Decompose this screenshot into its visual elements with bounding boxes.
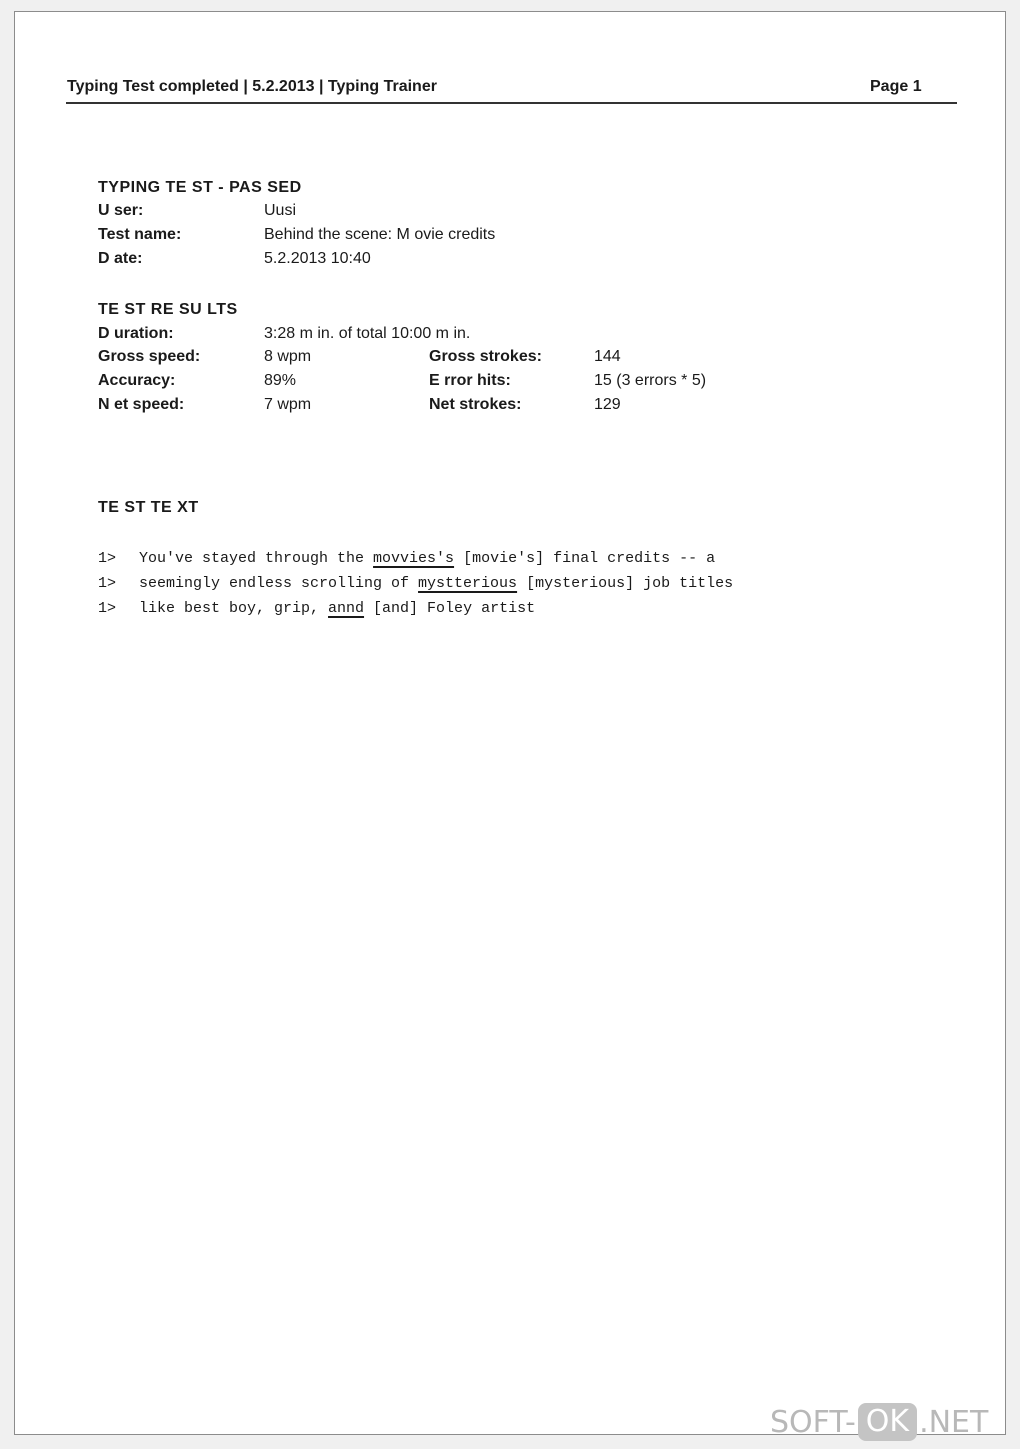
net-speed-value: 7 wpm <box>264 396 312 413</box>
user-value: Uusi <box>264 202 297 219</box>
test-text-line <box>98 550 715 567</box>
line-text: You've stayed through the <box>139 550 374 567</box>
watermark-logo <box>770 1403 988 1441</box>
test-name-value: Behind the scene: M ovie credits <box>264 226 496 243</box>
watermark-text: SOFT- <box>770 1404 856 1440</box>
gross-speed-value: 8 wpm <box>264 348 312 365</box>
typing-error-word: annd <box>328 600 365 617</box>
line-number: 1> <box>98 600 117 617</box>
test-text-heading: TE ST TE XT <box>98 499 199 516</box>
line-text: [mysterious] job titles <box>517 575 734 592</box>
date-value: 5.2.2013 10:40 <box>264 250 371 267</box>
typing-error-word: mystterious <box>418 575 518 592</box>
line-text: like best boy, grip, <box>139 600 329 617</box>
test-text-line <box>98 575 733 592</box>
date-label: D ate: <box>98 250 143 267</box>
line-text: [and] Foley artist <box>364 600 536 617</box>
line-text: [movie's] final credits -- a <box>454 550 716 567</box>
page-number: Page 1 <box>870 78 922 95</box>
typing-error-word: movvies's <box>373 550 455 567</box>
net-speed-label: N et speed: <box>98 396 185 413</box>
line-number: 1> <box>98 550 117 567</box>
duration-label: D uration: <box>98 325 174 342</box>
header-divider <box>66 102 957 104</box>
gross-strokes-value: 144 <box>594 348 621 365</box>
net-strokes-value: 129 <box>594 396 621 413</box>
test-name-label: Test name: <box>98 226 182 243</box>
duration-value: 3:28 m in. of total 10:00 m in. <box>264 325 471 342</box>
gross-strokes-label: Gross strokes: <box>429 348 542 365</box>
accuracy-label: Accuracy: <box>98 372 176 389</box>
error-hits-label: E rror hits: <box>429 372 511 389</box>
line-number: 1> <box>98 575 117 592</box>
accuracy-value: 89% <box>264 372 297 389</box>
test-status-heading: TYPING TE ST - PAS SED <box>98 179 302 196</box>
user-label: U ser: <box>98 202 144 219</box>
test-text-line <box>98 600 535 617</box>
line-text: seemingly endless scrolling of <box>139 575 419 592</box>
results-heading: TE ST RE SU LTS <box>98 301 238 318</box>
gross-speed-label: Gross speed: <box>98 348 201 365</box>
error-hits-value: 15 (3 errors * 5) <box>594 372 707 389</box>
report-page <box>14 11 1006 1435</box>
net-strokes-label: Net strokes: <box>429 396 522 413</box>
watermark-text: .NET <box>919 1404 989 1440</box>
report-header-title: Typing Test completed | 5.2.2013 | Typing Trainer <box>67 78 437 95</box>
watermark-ok-badge: OK <box>858 1403 917 1441</box>
